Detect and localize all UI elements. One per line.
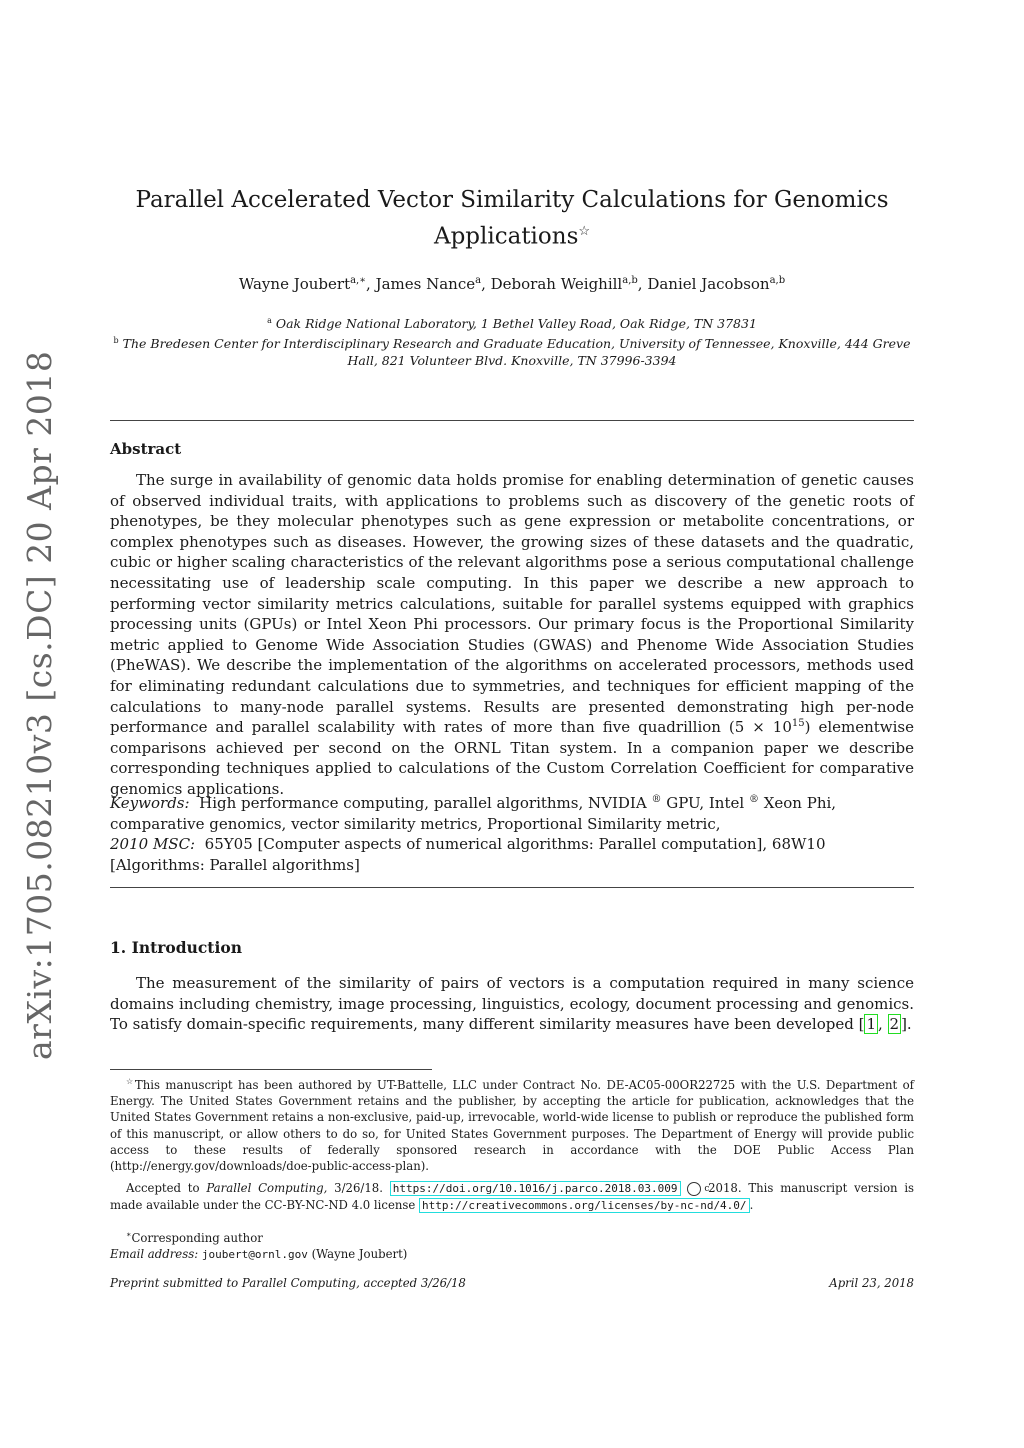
email-label: Email address: [110,1247,199,1262]
registered-mark: ® [748,794,759,805]
title-text: Parallel Accelerated Vector Similarity Calculations for Genomics Applications [135,187,889,250]
footnote-funding [110,1074,914,1174]
msc-text: 65Y05 [Computer aspects of numerical algorithms: Parallel computation], 68W10 [Algorithms: Parallel algorithms] [110,835,826,874]
arxiv-identifier: arXiv:1705.08210v3 [cs.DC] 20 Apr 2018 [20,350,59,1060]
footnote-text: 2018. This manuscript version is made available under the CC-BY-NC-ND 4.0 license [110,1181,915,1213]
citation-link[interactable]: 1 [866,1015,876,1034]
journal-name: Parallel Computing, [206,1181,328,1195]
abstract-heading: Abstract [110,440,182,458]
author-affiliation-mark: a,b [769,275,786,286]
abstract-exponent: 15 [791,718,805,730]
affiliation-a [110,312,914,332]
keywords-text: GPU, Intel [666,794,745,812]
divider-top [110,420,914,421]
affiliation-mark: b [113,336,119,346]
affiliation-b [110,332,914,369]
doi-link[interactable]: https://doi.org/10.1016/j.parco.2018.03.009 [390,1181,681,1196]
author-name: James Nance [375,275,476,293]
abstract-text: The surge in availability of genomic data holds promise for enabling determination of genetic causes of observed individual traits, with applications to problems such as discovery of the genetic roots of phenotypes, be they molecular phenotypes such as gene expression or metabolite concentrations, or complex phenotypes such as diseases. However, the growing sizes of these datasets and the quadratic, cubic or higher scaling characteristics of the relevant algorithms pose a serious computational challenge necessitating use of leadership scale computing. In this paper we describe a new approach to performing vector similarity metrics calculations, suitable for parallel systems equipped with graphics processing units (GPUs) or Intel Xeon Phi processors. Our primary focus is the Proportional Similarity metric applied to Genome Wide Association Studies (GWAS) and Phenome Wide Association Studies (PheWAS). We describe the implementation of the algorithms on accelerated processors, methods used for eliminating redundant calculations due to symmetries, and techniques for efficient mapping of the calculations to many-node parallel systems. Results are presented demonstrating high per-node performance and parallel scalability with rates of more than five quadrillion (5 × 10 [110,471,914,737]
author-name: Deborah Weighill [490,275,623,293]
author-name: Daniel Jacobson [647,275,770,293]
msc-label: 2010 MSC: [110,835,196,854]
keywords-block [110,790,914,875]
affiliation-text: Oak Ridge National Laboratory, 1 Bethel Valley Road, Oak Ridge, TN 37831 [275,316,757,332]
introduction-text: The measurement of the similarity of pairs of vectors is a computation required in many science domains including chemistry, image processing, linguistics, ecology, document processing and genomics. To satisfy domain-specific requirements, many different similarity measures have been developed [110,974,914,1034]
author-list: Wayne Joubert$^{a,∗}$, James Nance$^a$, Deborah Weighill$^{a,b}$, Daniel Jacobson$^{a,b}$ [238,275,786,293]
footer-date: April 23, 2018 [829,1276,914,1290]
section-heading-introduction: 1. Introduction [110,938,242,957]
author-name: Wayne Joubert [238,275,351,293]
footnote-text: Accepted to [126,1181,200,1195]
keywords-label: Keywords: [110,794,190,812]
keywords-line [110,790,914,834]
footnote-mark: ∗ [126,1230,132,1239]
acceptance-date: 3/26/18. [334,1181,383,1195]
footnote-corresponding [110,1227,914,1263]
introduction-body: The measurement of the similarity of pairs of vectors is a computation required in many science domains including chemistry, image processing, linguistics, ecology, document processing and genomics. To satisfy domain-specific requirements, many different similarity measures have been developed [ 1 , 2 ]. [110,974,914,1034]
paper-title [110,184,914,253]
footnote-text: Corresponding author [131,1230,263,1245]
footnote-mark: ☆ [126,1077,135,1086]
copyright-icon: c [687,1182,701,1196]
author-affiliation-mark: a,∗ [350,275,367,286]
license-link[interactable]: http://creativecommons.org/licenses/by-nc-nd/4.0/ [419,1198,750,1213]
email-owner: (Wayne Joubert) [311,1247,408,1262]
affiliation-text: The Bredesen Center for Interdisciplinary Research and Graduate Education, University of Tennessee, Knoxville, 444 Greve Hall, 821 Volunteer Blvd. Knoxville, TN 37996-3394 [122,336,911,369]
msc-line [110,834,914,875]
email-address[interactable]: joubert@ornl.gov [201,1248,308,1262]
citation-link[interactable]: 2 [889,1015,900,1034]
footnote-acceptance: Accepted to Parallel Computing, 3/26/18. https://doi.org/10.1016/j.parco.2018.03.009 c 2018. This manuscript version is made available under the CC-BY-NC-ND 4.0 license http://creativecommons.org/licenses/by-nc-nd/4.0/ . [110,1181,915,1213]
keywords-text: Xeon Phi, comparative genomics, vector similarity metrics, Proportional Similarity metric, [110,794,837,833]
title-footnote-mark: ☆ [578,224,591,239]
divider-bottom [110,887,914,888]
affiliation-mark: a [267,316,272,325]
footer-preprint-note: Preprint submitted to Parallel Computing, accepted 3/26/18 [110,1276,466,1290]
author-affiliation-mark: a [475,275,482,286]
keywords-text: High performance computing, parallel algorithms, NVIDIA [199,794,647,812]
author-affiliation-mark: a,b [622,275,638,286]
footnote-rule [110,1069,432,1070]
registered-mark: ® [651,794,662,805]
affiliations [110,312,914,369]
abstract-body [110,470,914,800]
abstract-text: ) elementwise comparisons achieved per second on the ORNL Titan system. In a companion paper we describe corresponding techniques applied to calculations of the Custom Correlation Coefficient for comparative genomics applications. [110,718,915,798]
footnote-text: This manuscript has been authored by UT-Battelle, LLC under Contract No. DE-AC05-00OR22725 with the U.S. Department of Energy. The United States Government retains and the publisher, by accepting the article for publication, acknowledges that the United States Government retains a non-exclusive, paid-up, irrevocable, world-wide license to publish or reproduce the published form of this manuscript, or allow others to do so, for United States Government purposes. The Department of Energy will provide public access to these results of federally sponsored research in accordance with the DOE Public Access Plan (http://energy.gov/downloads/doe-public-access-plan). [110,1077,914,1173]
